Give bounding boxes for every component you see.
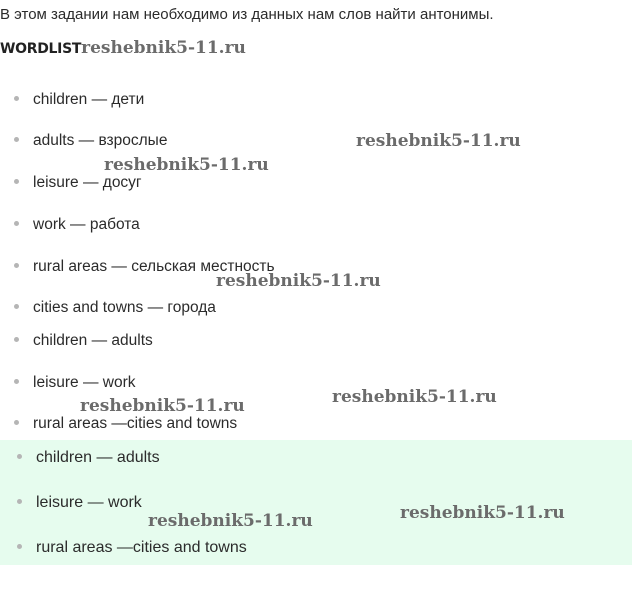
watermark: reshebnik5-11.ru xyxy=(216,271,381,291)
watermark: reshebnik5-11.ru xyxy=(80,396,245,416)
wordlist-heading xyxy=(0,38,246,58)
list-item-text: work — работа xyxy=(33,216,140,233)
list-item xyxy=(14,90,144,110)
bullet-icon xyxy=(14,263,19,268)
watermark: reshebnik5-11.ru xyxy=(148,511,313,531)
watermark: reshebnik5-11.ru xyxy=(332,387,497,407)
answer-item-text: rural areas —cities and towns xyxy=(36,539,247,556)
answer-item-text: leisure — work xyxy=(36,494,142,511)
answer-item xyxy=(17,448,160,468)
bullet-icon xyxy=(14,96,19,101)
list-item xyxy=(14,215,140,235)
list-item-text: children — adults xyxy=(33,332,153,349)
bullet-icon xyxy=(17,544,22,549)
wordlist-label: WORDLIST xyxy=(0,41,82,57)
answer-item xyxy=(17,493,142,513)
intro-text: В этом задании нам необходимо из данных нам слов найти антонимы. xyxy=(0,6,494,23)
bullet-icon xyxy=(14,337,19,342)
watermark: reshebnik5-11.ru xyxy=(400,503,565,523)
list-item xyxy=(14,131,167,151)
bullet-icon xyxy=(14,137,19,142)
list-item xyxy=(14,414,237,434)
bullet-icon xyxy=(14,304,19,309)
answer-item xyxy=(17,538,247,558)
answer-item-text: children — adults xyxy=(36,449,160,466)
list-item xyxy=(14,373,136,393)
bullet-icon xyxy=(17,499,22,504)
list-item-text: rural areas — сельская местность xyxy=(33,258,275,275)
list-item-text: leisure — досуг xyxy=(33,174,142,191)
watermark: reshebnik5-11.ru xyxy=(356,131,521,151)
list-item-text: cities and towns — города xyxy=(33,299,216,316)
list-item xyxy=(14,173,142,193)
bullet-icon xyxy=(14,420,19,425)
heading-watermark: reshebnik5-11.ru xyxy=(81,38,246,58)
bullet-icon xyxy=(17,454,22,459)
list-item xyxy=(14,331,153,351)
list-item-text: children — дети xyxy=(33,91,145,108)
list-item-text: leisure — work xyxy=(33,374,136,391)
list-item-text: adults — взрослые xyxy=(33,132,168,149)
bullet-icon xyxy=(14,379,19,384)
bullet-icon xyxy=(14,179,19,184)
list-item xyxy=(14,298,216,318)
watermark: reshebnik5-11.ru xyxy=(104,155,269,175)
list-item-text: rural areas —cities and towns xyxy=(33,415,238,432)
bullet-icon xyxy=(14,221,19,226)
